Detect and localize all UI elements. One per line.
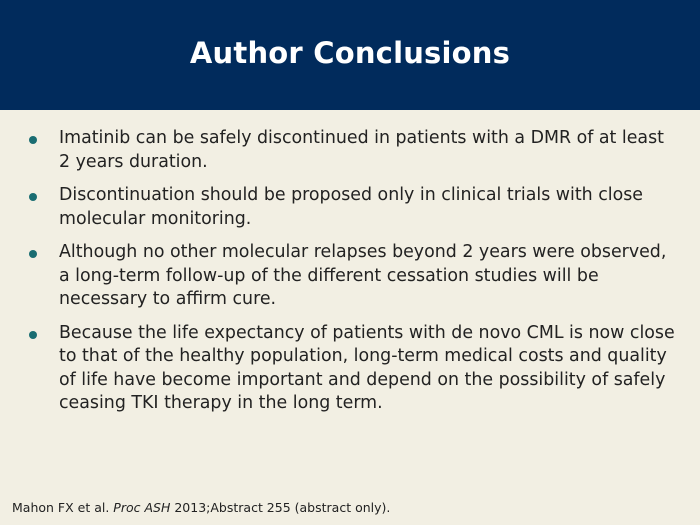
bullet-dot-icon (29, 250, 37, 258)
citation-details: 2013;Abstract 255 (abstract only). (174, 500, 391, 515)
bullet-text: Discontinuation should be proposed only in clinical trials with close molecular monitoring. (59, 185, 644, 229)
citation (12, 500, 390, 515)
slide-title: Author Conclusions (189, 36, 511, 70)
bullet-list (26, 127, 676, 426)
bullet-item (26, 322, 676, 416)
bullet-dot-icon (29, 193, 37, 201)
citation-journal: Proc ASH (113, 500, 171, 515)
citation-authors: Mahon FX et al. (12, 500, 110, 515)
title-bar (0, 0, 700, 110)
bullet-item (26, 184, 676, 231)
bullet-text: Because the life expectancy of patients with de novo CML is now close to that of the healthy population, long-term medical costs and quality of life have become important and depend on the possibility of safely ceasing TKI therapy in the long term. (59, 322, 675, 413)
bullet-item (26, 127, 676, 174)
bullet-text: Imatinib can be safely discontinued in patients with a DMR of at least 2 years duration. (59, 128, 664, 172)
bullet-text: Although no other molecular relapses beyond 2 years were observed, a long-term follow-up of the different cessation studies will be necessary to affirm cure. (59, 242, 667, 309)
bullet-dot-icon (29, 331, 37, 339)
bullet-dot-icon (29, 136, 37, 144)
bullet-item (26, 241, 676, 312)
